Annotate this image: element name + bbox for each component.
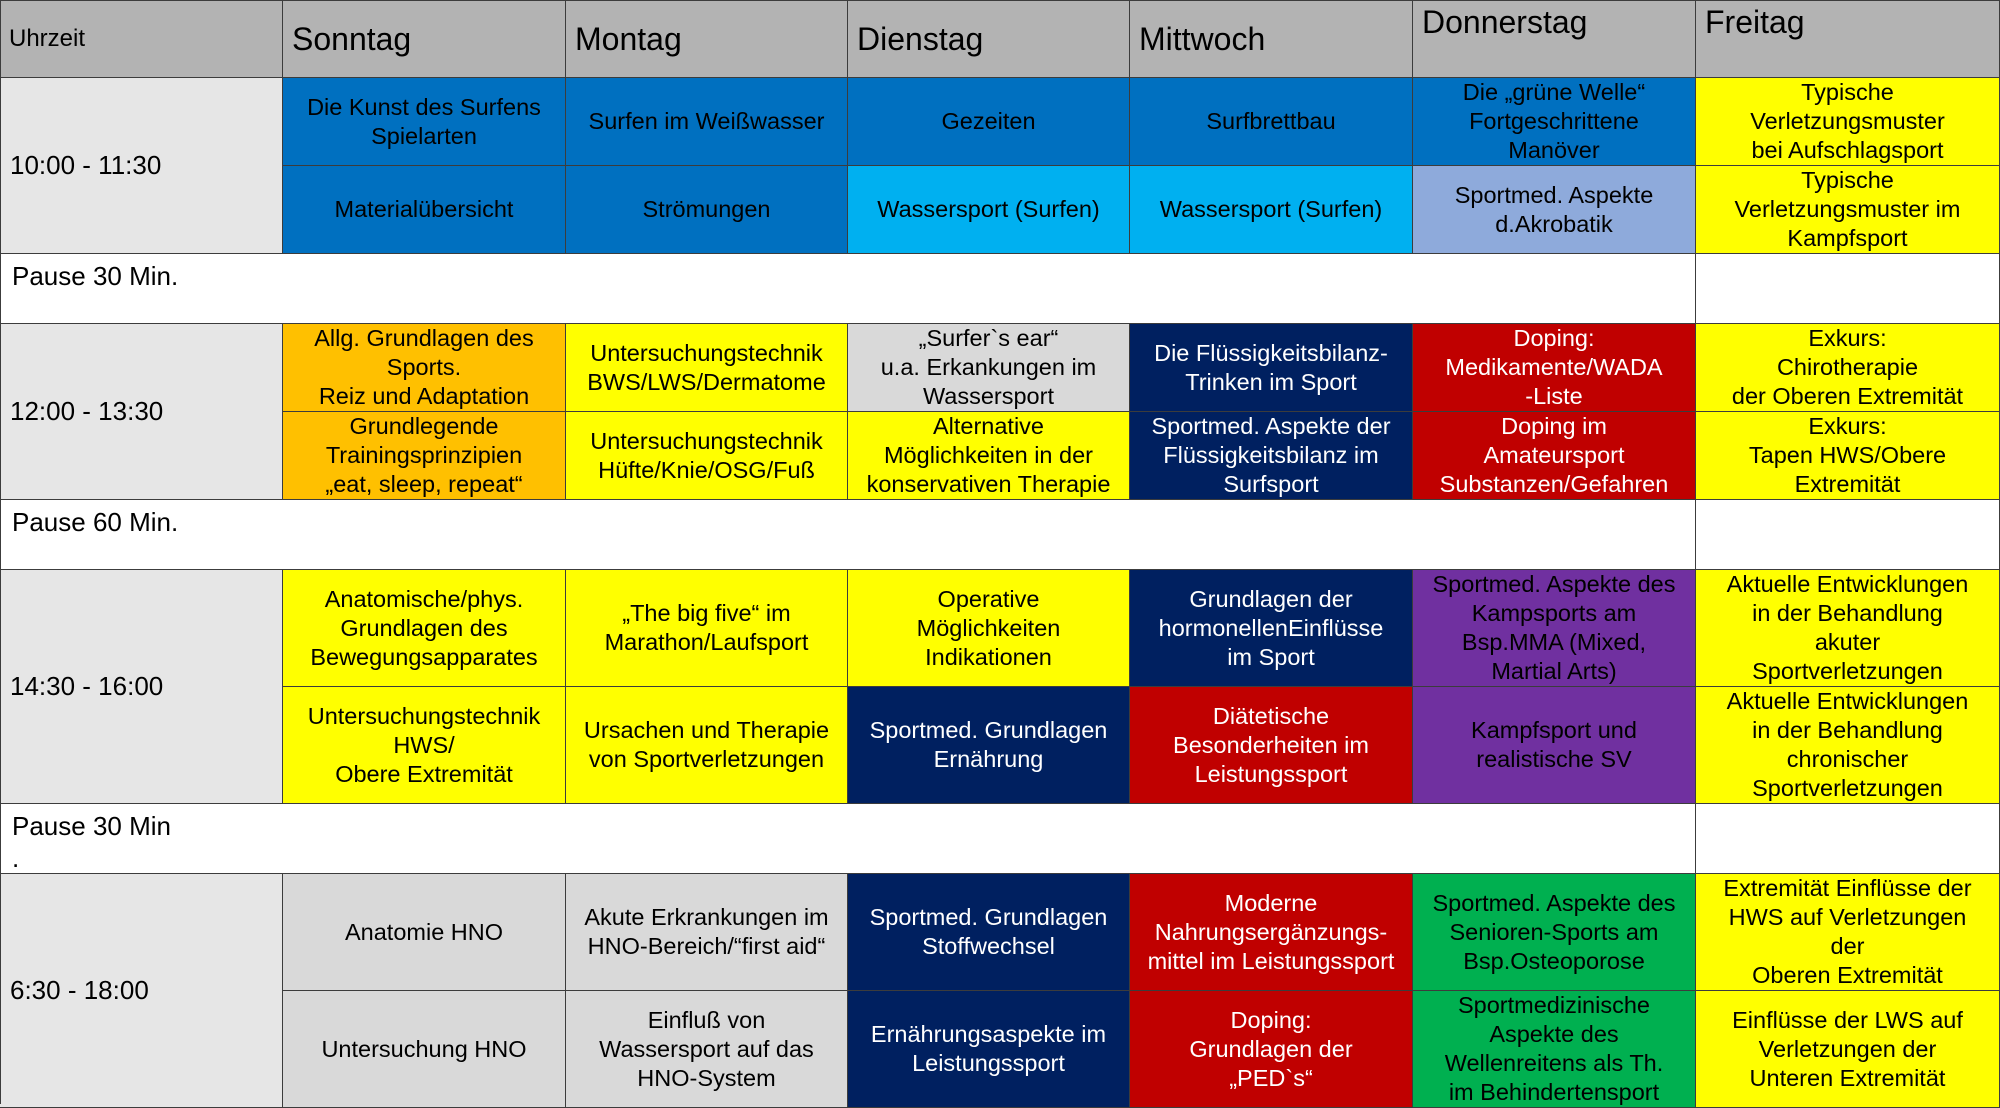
header-day-0-text: Sonntag (292, 20, 412, 57)
course-cell (1130, 991, 1413, 1108)
course-cell (283, 166, 566, 254)
course-cell-text: Untersuchungstechnik BWS/LWS/Dermatome (587, 339, 826, 395)
course-cell (1413, 991, 1696, 1108)
course-cell (566, 412, 848, 500)
header-day-5-text: Freitag (1705, 4, 1805, 40)
header-day-3 (1130, 0, 1413, 78)
course-cell-text: Sportmedizinische Aspekte des Wellenreitens als Th. im Behindertensport (1444, 992, 1664, 1105)
course-cell-text: Sportmed. Aspekte des Kampsports am Bsp.MMA (Mixed, Martial Arts) (1432, 571, 1676, 684)
course-cell-text: Wassersport (Surfen) (1159, 196, 1383, 222)
header-day-1-text: Montag (575, 20, 682, 57)
time-slot-3 (0, 874, 283, 1108)
course-cell (566, 78, 848, 166)
course-cell (1130, 412, 1413, 500)
course-cell (283, 412, 566, 500)
header-day-4 (1413, 0, 1696, 78)
time-slot-0-text: 10:00 - 11:30 (10, 150, 162, 180)
course-cell-text: Typische Verletzungsmuster im Kampfsport (1734, 167, 1961, 251)
course-cell (1413, 570, 1696, 687)
course-cell-text: Surfen im Weißwasser (588, 108, 825, 134)
course-cell (1696, 687, 2000, 804)
header-day-0 (283, 0, 566, 78)
course-cell-text: Grundlagen der hormonellenEinflüsse im Sport (1158, 585, 1384, 670)
course-cell (1130, 324, 1413, 412)
course-cell-text: Einfluß von Wassersport auf das HNO-System (599, 1006, 814, 1091)
course-cell-text: Alternative Möglichkeiten in der konservativen Therapie (866, 413, 1111, 497)
time-slot-2 (0, 570, 283, 804)
header-uhrzeit (0, 0, 283, 78)
course-cell (283, 78, 566, 166)
course-cell-text: Strömungen (642, 196, 771, 222)
course-cell (1130, 166, 1413, 254)
course-cell (848, 412, 1130, 500)
pause-row-2-text: Pause 30 Min . (12, 811, 171, 873)
course-cell-text: Aktuelle Entwicklungen in der Behandlung chronischer Sportverletzungen (1726, 688, 1969, 801)
course-cell (566, 687, 848, 804)
course-cell (566, 166, 848, 254)
header-uhrzeit-text: Uhrzeit (9, 24, 86, 52)
course-cell-text: Untersuchungstechnik HWS/ Obere Extremität (307, 702, 541, 787)
course-cell-text: Anatomische/phys. Grundlagen des Bewegungsapparates (310, 585, 538, 670)
time-slot-3-text: 6:30 - 18:00 (10, 975, 149, 1005)
course-cell-text: Die Kunst des Surfens Spielarten (307, 93, 541, 149)
header-day-2-text: Dienstag (857, 20, 984, 57)
course-cell-text: Surfbrettbau (1206, 108, 1336, 134)
course-cell-text: Moderne Nahrungsergänzungs- mittel im Leistungssport (1147, 889, 1395, 974)
course-cell-text: Untersuchungstechnik Hüfte/Knie/OSG/Fuß (590, 427, 823, 483)
course-cell-text: „Surfer`s ear“ u.a. Erkankungen im Wassersport (880, 325, 1097, 409)
header-day-4-text: Donnerstag (1422, 4, 1588, 40)
time-slot-2-text: 14:30 - 16:00 (10, 671, 164, 701)
course-cell-text: Einflüsse der LWS auf Verletzungen der Unteren Extremität (1732, 1006, 1963, 1091)
course-cell-text: Typische Verletzungsmuster bei Aufschlagsport (1750, 79, 1945, 163)
header-day-2 (848, 0, 1130, 78)
course-cell-text: Sportmed. Aspekte der Flüssigkeitsbilanz im Surfsport (1151, 413, 1391, 497)
header-day-3-text: Mittwoch (1139, 20, 1266, 57)
course-cell (1696, 78, 2000, 166)
course-cell (283, 874, 566, 991)
course-cell-text: Sportmed. Aspekte d.Akrobatik (1454, 181, 1654, 237)
pause-row-0-text: Pause 30 Min. (12, 261, 179, 291)
course-cell (1696, 166, 2000, 254)
course-cell-text: Diätetische Besonderheiten im Leistungssport (1173, 702, 1369, 787)
course-cell (566, 991, 848, 1108)
pause-cell-freitag (1696, 500, 2000, 570)
course-cell (566, 570, 848, 687)
course-cell (1130, 570, 1413, 687)
course-cell (848, 991, 1130, 1108)
course-cell-text: Doping: Medikamente/WADA -Liste (1445, 325, 1663, 409)
pause-row-1-text: Pause 60 Min. (12, 507, 179, 537)
course-cell-text: Sportmed. Grundlagen Stoffwechsel (869, 904, 1108, 959)
course-cell (1696, 991, 2000, 1108)
course-cell (848, 570, 1130, 687)
course-cell-text: „The big five“ im Marathon/Laufsport (604, 600, 809, 655)
course-cell-text: Ursachen und Therapie von Sportverletzungen (583, 717, 830, 772)
pause-cell-freitag (1696, 804, 2000, 874)
course-cell (1413, 687, 1696, 804)
course-cell (848, 874, 1130, 991)
course-cell-text: Aktuelle Entwicklungen in der Behandlung akuter Sportverletzungen (1726, 571, 1969, 684)
course-cell-text: Die Flüssigkeitsbilanz- Trinken im Sport (1154, 339, 1388, 395)
course-cell (283, 991, 566, 1108)
header-day-5 (1696, 0, 2000, 78)
course-cell-text: Materialübersicht (334, 196, 514, 222)
course-cell-text: Ernährungsaspekte im Leistungssport (870, 1021, 1107, 1076)
course-cell (848, 324, 1130, 412)
course-cell-text: Allg. Grundlagen des Sports. Reiz und Adaptation (314, 325, 534, 409)
course-cell-text: Extremität Einflüsse der HWS auf Verletzungen der Oberen Extremität (1723, 875, 1972, 988)
course-cell (1130, 687, 1413, 804)
pause-cell-freitag (1696, 254, 2000, 324)
course-cell-text: Exkurs: Tapen HWS/Obere Extremität (1748, 413, 1947, 497)
course-cell-text: Anatomie HNO (344, 918, 504, 945)
course-cell-text: Doping im Amateursport Substanzen/Gefahren (1439, 413, 1669, 497)
course-cell (1413, 78, 1696, 166)
course-cell-text: Grundlegende Trainingsprinzipien „eat, sleep, repeat“ (325, 413, 523, 497)
course-cell-text: Kampfsport und realistische SV (1471, 717, 1637, 772)
course-cell-text: Akute Erkrankungen im HNO-Bereich/“first aid“ (584, 904, 829, 959)
time-slot-1 (0, 324, 283, 500)
course-cell-text: Exkurs: Chirotherapie der Oberen Extremität (1731, 325, 1964, 409)
course-cell-text: Wassersport (Surfen) (877, 196, 1100, 222)
course-cell (1696, 874, 2000, 991)
course-cell-text: Operative Möglichkeiten Indikationen (916, 585, 1061, 670)
course-cell-text: Doping: Grundlagen der „PED`s“ (1189, 1006, 1353, 1091)
course-cell (1413, 874, 1696, 991)
course-cell (1696, 324, 2000, 412)
course-cell (848, 78, 1130, 166)
course-cell (1696, 570, 2000, 687)
course-cell (283, 324, 566, 412)
course-cell-text: Untersuchung HNO (321, 1035, 527, 1062)
time-slot-0 (0, 78, 283, 254)
course-cell (1413, 412, 1696, 500)
course-cell (848, 166, 1130, 254)
header-day-1 (566, 0, 848, 78)
course-cell (848, 687, 1130, 804)
course-cell (1130, 874, 1413, 991)
course-cell (1130, 78, 1413, 166)
time-slot-1-text: 12:00 - 13:30 (10, 396, 164, 426)
pause-row-1 (0, 500, 1696, 570)
course-cell-text: Sportmed. Grundlagen Ernährung (869, 717, 1108, 772)
course-cell-text: Die „grüne Welle“ Fortgeschrittene Manöver (1462, 79, 1646, 163)
course-cell (566, 324, 848, 412)
pause-row-2 (0, 804, 1696, 874)
course-cell-text: Sportmed. Aspekte des Senioren-Sports am Bsp.Osteoporose (1432, 889, 1676, 974)
course-cell (1696, 412, 2000, 500)
course-cell-text: Gezeiten (941, 108, 1036, 134)
pause-row-0 (0, 254, 1696, 324)
course-cell (283, 570, 566, 687)
course-cell (566, 874, 848, 991)
course-cell (1413, 166, 1696, 254)
course-cell (1413, 324, 1696, 412)
course-cell (283, 687, 566, 804)
